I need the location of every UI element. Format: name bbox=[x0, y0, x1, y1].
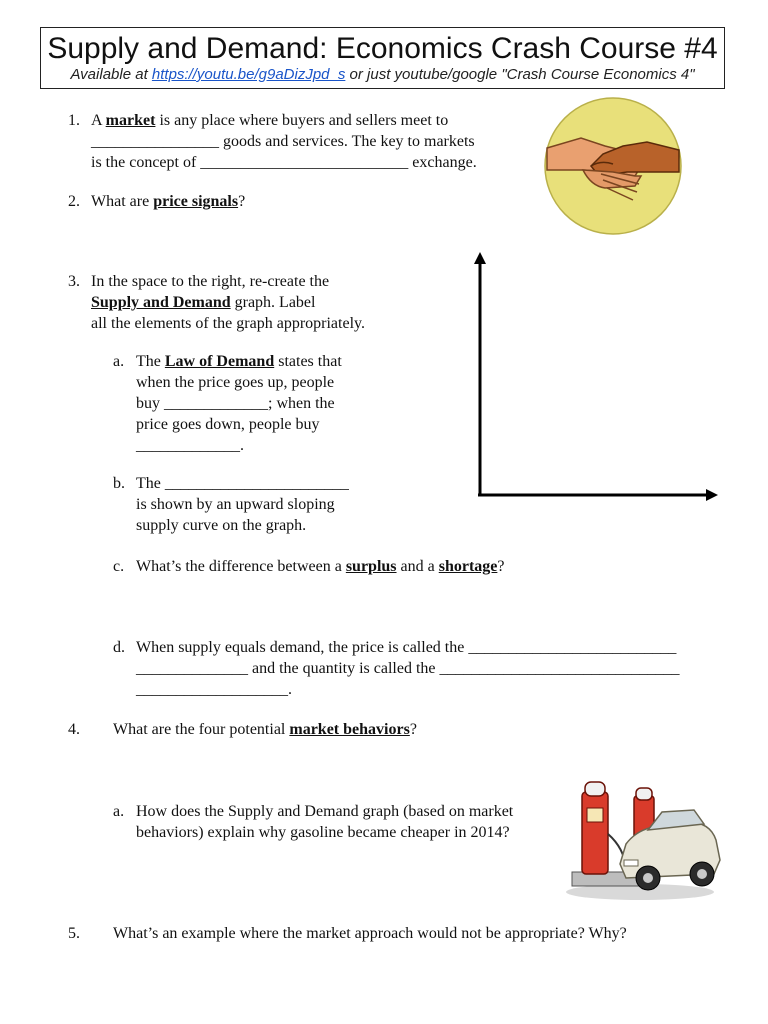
gas-pump-car-icon bbox=[560, 778, 722, 902]
q3-line2 bbox=[91, 292, 315, 313]
q4a-letter: a. bbox=[113, 803, 125, 820]
q3a-line1 bbox=[136, 351, 342, 372]
q3c-term-surplus: surplus bbox=[345, 558, 397, 575]
q2-number: 2. bbox=[68, 193, 80, 210]
q3c-mid: and a bbox=[396, 558, 439, 575]
q3-number: 3. bbox=[68, 273, 80, 290]
q1-term-market: market bbox=[105, 112, 156, 129]
q1-text-a: A bbox=[91, 112, 106, 129]
q2-text-b: ? bbox=[238, 193, 246, 210]
q3d-line1: When supply equals demand, the price is called the __________________________ bbox=[136, 639, 677, 656]
q4-line bbox=[113, 719, 417, 740]
q3c-letter: c. bbox=[113, 558, 125, 575]
q4-post: ? bbox=[409, 721, 417, 738]
page-title: Supply and Demand: Economics Crash Course #4 bbox=[47, 32, 718, 65]
q3d-line2: ______________ and the quantity is called the ______________________________ bbox=[136, 660, 680, 677]
q4a-line2: behaviors) explain why gasoline became cheaper in 2014? bbox=[136, 824, 510, 841]
q3-line2-rest: graph. Label bbox=[230, 294, 316, 311]
q3b-line2: is shown by an upward sloping bbox=[136, 496, 335, 513]
available-prefix: Available at bbox=[70, 66, 152, 83]
title-box bbox=[40, 27, 725, 89]
q3c-post: ? bbox=[497, 558, 505, 575]
q4a-line1: How does the Supply and Demand graph (based on market bbox=[136, 803, 514, 820]
q3c-term-shortage: shortage bbox=[438, 558, 498, 575]
q2-text-a: What are bbox=[91, 193, 154, 210]
q3a-term-law-of-demand: Law of Demand bbox=[164, 353, 275, 370]
q1-text-b: is any place where buyers and sellers meet to bbox=[155, 112, 449, 129]
q3-term-supply-demand: Supply and Demand bbox=[91, 294, 231, 311]
handshake-icon bbox=[543, 96, 683, 236]
q3b-line3: supply curve on the graph. bbox=[136, 517, 307, 534]
q3a-line3: buy _____________; when the bbox=[136, 395, 335, 412]
q3a-line5: _____________. bbox=[136, 437, 244, 454]
q4-number: 4. bbox=[68, 721, 80, 738]
source-line bbox=[41, 66, 724, 84]
q3a-pre: The bbox=[136, 353, 165, 370]
q1-line1 bbox=[91, 110, 448, 131]
q3-line3: all the elements of the graph appropriately. bbox=[91, 315, 365, 332]
q3b-letter: b. bbox=[113, 475, 125, 492]
video-link[interactable]: https://youtu.be/g9aDizJpd_s bbox=[151, 66, 346, 83]
y-axis-arrow bbox=[474, 252, 486, 264]
q3c-pre: What’s the difference between a bbox=[136, 558, 346, 575]
q3c-line bbox=[136, 556, 505, 577]
q5-line: What’s an example where the market approach would not be appropriate? Why? bbox=[113, 925, 627, 942]
q4-term-market-behaviors: market behaviors bbox=[289, 721, 410, 738]
q3b-line1: The _______________________ bbox=[136, 475, 349, 492]
q3d-letter: d. bbox=[113, 639, 125, 656]
q4-pre: What are the four potential bbox=[113, 721, 290, 738]
q2-term-price-signals: price signals bbox=[153, 193, 239, 210]
q3a-line2: when the price goes up, people bbox=[136, 374, 335, 391]
q3d-line3: ___________________. bbox=[136, 681, 292, 698]
q3a-line4: price goes down, people buy bbox=[136, 416, 320, 433]
available-suffix: or just youtube/google "Crash Course Economics 4" bbox=[345, 66, 695, 83]
q1-number: 1. bbox=[68, 112, 80, 129]
x-axis-arrow bbox=[706, 489, 718, 501]
q3a-letter: a. bbox=[113, 353, 125, 370]
q2-line bbox=[91, 191, 245, 212]
q1-line2: ________________ goods and services. The key to markets bbox=[91, 133, 475, 150]
blank-graph-axes bbox=[470, 248, 722, 504]
q5-number: 5. bbox=[68, 925, 80, 942]
q3-line1: In the space to the right, re-create the bbox=[91, 273, 330, 290]
q1-line3: is the concept of __________________________ exchange. bbox=[91, 154, 477, 171]
q3a-post: states that bbox=[274, 353, 342, 370]
